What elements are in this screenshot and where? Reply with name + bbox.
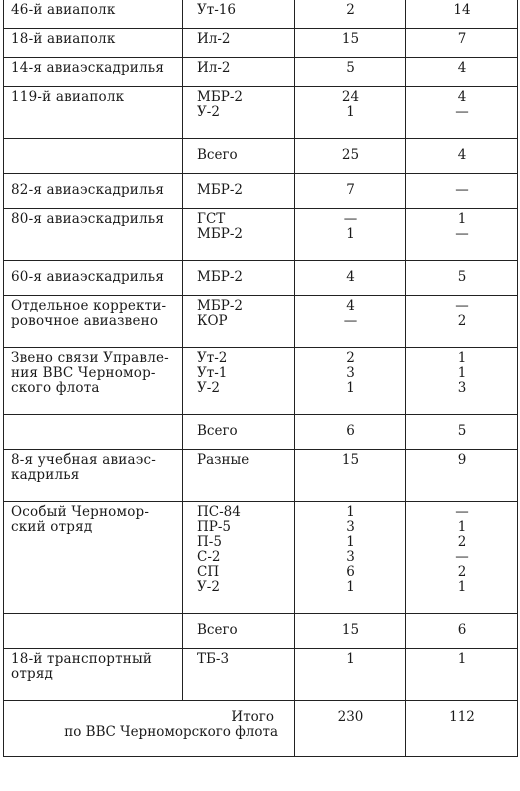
subtotal-label: Всего	[183, 614, 295, 649]
aircraft-type-cell: МБР-2	[183, 174, 295, 209]
count-b-cell: 4	[406, 139, 518, 174]
grand-total-a: 230	[295, 701, 406, 757]
unit-cell	[4, 415, 183, 450]
count-a-cell: 6	[295, 415, 406, 450]
unit-cell	[4, 614, 183, 649]
count-a-cell: 15	[295, 614, 406, 649]
unit-cell: 18-й транспортный отряд	[4, 649, 183, 701]
unit-cell: 82-я авиаэскадрилья	[4, 174, 183, 209]
count-b-cell: 1 1 3	[406, 348, 518, 415]
unit-cell	[4, 139, 183, 174]
count-b-cell: 9	[406, 450, 518, 502]
count-b-cell: 6	[406, 614, 518, 649]
count-a-cell: 24 1	[295, 87, 406, 139]
count-a-cell: — 1	[295, 209, 406, 261]
table-row	[4, 174, 518, 209]
table-row	[4, 296, 518, 348]
table-row	[4, 87, 518, 139]
aircraft-type-cell: МБР-2 У-2	[183, 87, 295, 139]
subtotal-label: Всего	[183, 415, 295, 450]
aircraft-type-cell: ПС-84 ПР-5 П-5 С-2 СП У-2	[183, 502, 295, 614]
unit-cell: 119-й авиаполк	[4, 87, 183, 139]
count-b-cell: 5	[406, 261, 518, 296]
aircraft-type-cell: Ил-2	[183, 29, 295, 58]
unit-cell: 18-й авиаполк	[4, 29, 183, 58]
table-row	[4, 450, 518, 502]
count-a-cell: 4	[295, 261, 406, 296]
count-b-cell: 5	[406, 415, 518, 450]
unit-cell: Особый Черномор-ский отряд	[4, 502, 183, 614]
count-a-cell: 4 —	[295, 296, 406, 348]
count-a-cell: 15	[295, 29, 406, 58]
count-a-cell: 1 3 1 3 6 1	[295, 502, 406, 614]
aircraft-type-cell: ТБ-3	[183, 649, 295, 701]
table-row	[4, 502, 518, 614]
table-row	[4, 29, 518, 58]
subtotal-row	[4, 415, 518, 450]
count-a-cell: 5	[295, 58, 406, 87]
aircraft-type-cell: МБР-2	[183, 261, 295, 296]
unit-cell: 60-я авиаэскадрилья	[4, 261, 183, 296]
count-a-cell: 1	[295, 649, 406, 701]
aircraft-type-cell: ГСТ МБР-2	[183, 209, 295, 261]
count-a-cell: 25	[295, 139, 406, 174]
count-b-cell: 4	[406, 58, 518, 87]
unit-cell: 14-я авиаэскадрилья	[4, 58, 183, 87]
unit-cell: 80-я авиаэскадрилья	[4, 209, 183, 261]
table-row	[4, 261, 518, 296]
count-a-cell: 2	[295, 0, 406, 29]
count-b-cell: 1 —	[406, 209, 518, 261]
count-b-cell: — 2	[406, 296, 518, 348]
aircraft-type-cell: МБР-2 КОР	[183, 296, 295, 348]
count-b-cell: 14	[406, 0, 518, 29]
unit-cell: Звено связи Управле-ния ВВС Черномор-ского флота	[4, 348, 183, 415]
count-a-cell: 7	[295, 174, 406, 209]
count-b-cell: 1	[406, 649, 518, 701]
subtotal-label: Всего	[183, 139, 295, 174]
table-row	[4, 649, 518, 701]
grand-total-b: 112	[406, 701, 518, 757]
unit-cell: Отдельное корректи-ровочное авиазвено	[4, 296, 183, 348]
grand-total-row	[4, 701, 518, 757]
count-b-cell: 4 —	[406, 87, 518, 139]
aircraft-type-cell: Ил-2	[183, 58, 295, 87]
aircraft-type-cell: Ут-16	[183, 0, 295, 29]
table-row	[4, 58, 518, 87]
aircraft-table	[3, 0, 518, 757]
count-b-cell: —	[406, 174, 518, 209]
table-row	[4, 0, 518, 29]
unit-cell: 46-й авиаполк	[4, 0, 183, 29]
table-row	[4, 209, 518, 261]
aircraft-type-cell: Разные	[183, 450, 295, 502]
count-a-cell: 15	[295, 450, 406, 502]
grand-total-label: Итого по ВВС Черноморского флота	[4, 701, 295, 757]
table-row	[4, 348, 518, 415]
count-a-cell: 2 3 1	[295, 348, 406, 415]
count-b-cell: 7	[406, 29, 518, 58]
subtotal-row	[4, 139, 518, 174]
count-b-cell: — 1 2 — 2 1	[406, 502, 518, 614]
subtotal-row	[4, 614, 518, 649]
aircraft-type-cell: Ут-2 Ут-1 У-2	[183, 348, 295, 415]
unit-cell: 8-я учебная авиаэс-кадрилья	[4, 450, 183, 502]
